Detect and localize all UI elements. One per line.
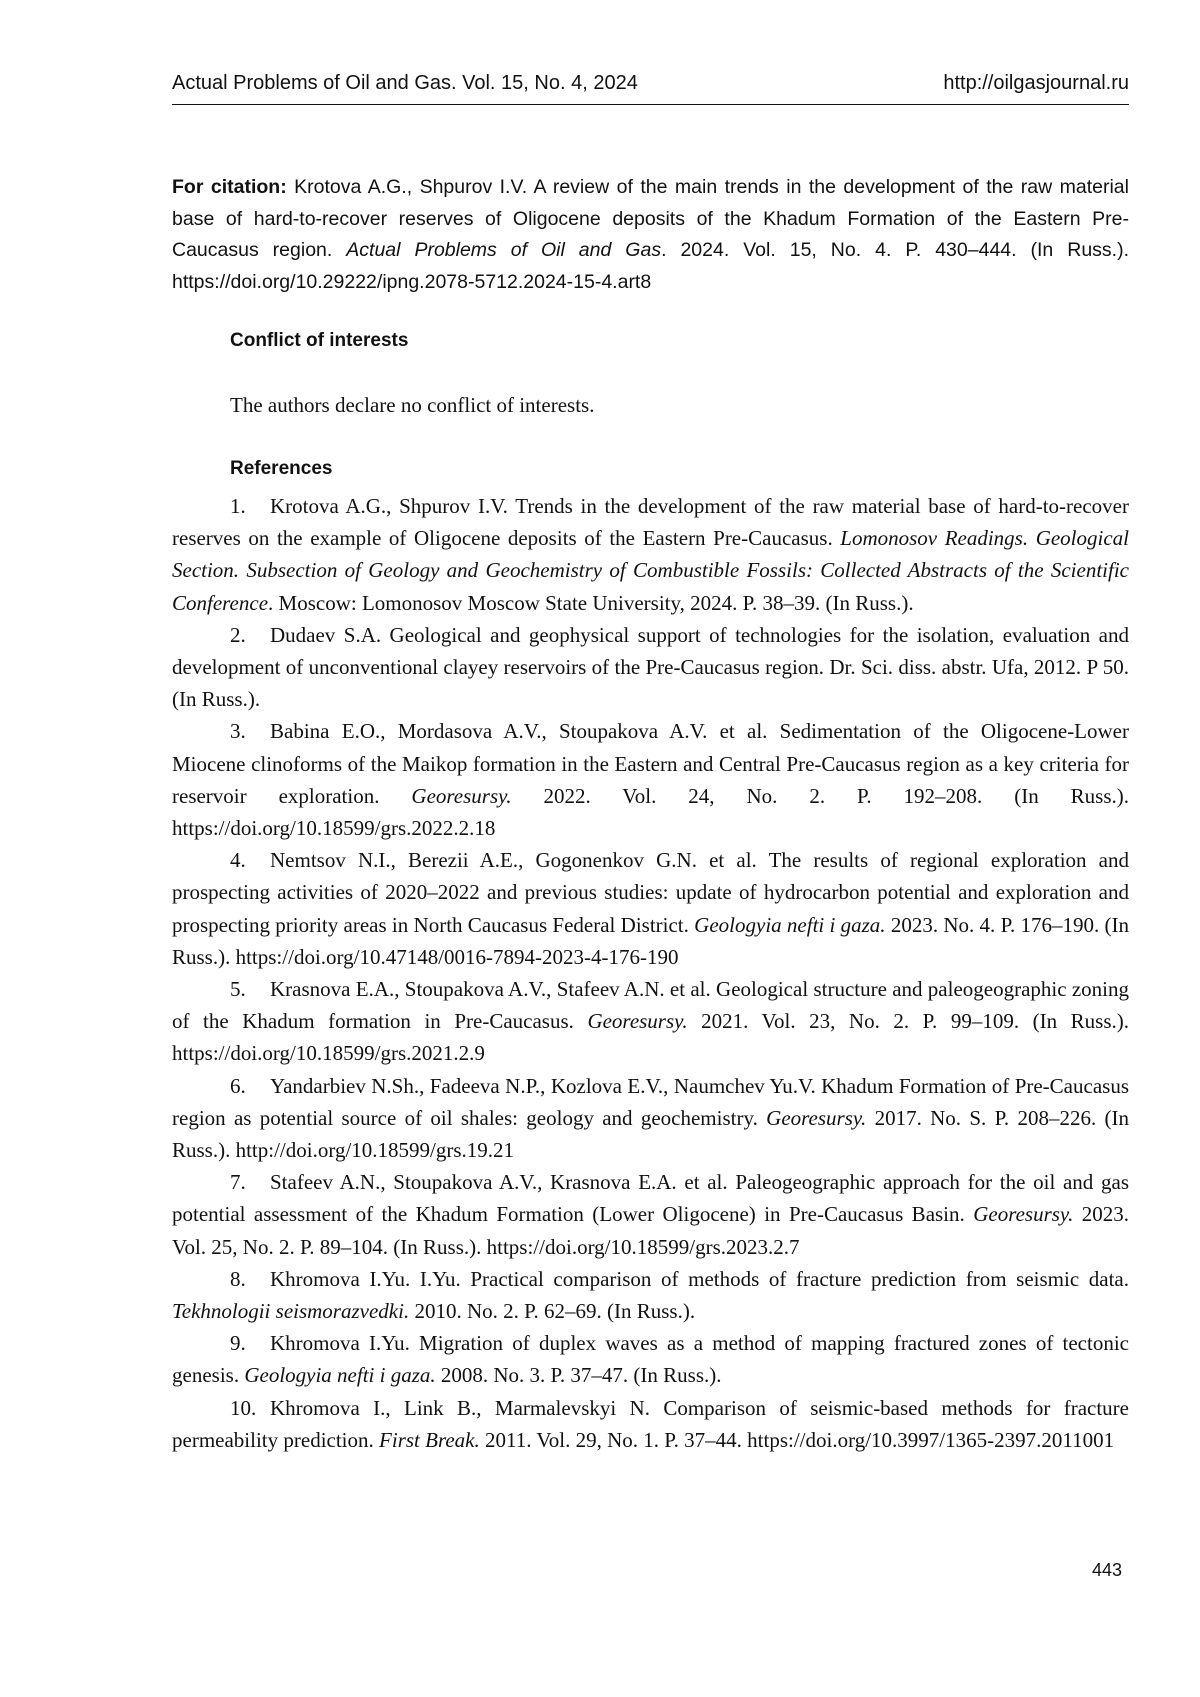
reference-number: 6. [230, 1073, 246, 1098]
citation-text: Krotova A.G., Shpurov I.V. A review of the main trends in the development of the raw material base of hard-to-recover reserves of Oligocene deposits of the Khadum Formation of the Eastern Pre-Caucasus region. [172, 176, 1129, 261]
reference-text: Yandarbiev N.Sh., Fadeeva N.P., Kozlova E.V., Naumchev Yu.V. Khadum Formation of Pre-Caucasus region as potential source of oil shales: geology and geochemistry. [172, 1073, 1129, 1130]
reference-source: Geologyia nefti i gaza. [244, 1363, 436, 1388]
reference-details: 2010. No. 2. P. 62–69. (In Russ.). [409, 1299, 696, 1324]
citation-journal: Actual Problems of Oil and Gas [346, 239, 662, 261]
reference-source: Lomonosov Readings. Geological Section. Subsection of Geology and Geochemistry of Combustible Fossils: Collected Abstracts of the Scientific Conference [172, 526, 1129, 615]
reference-details: 2017. No. S. P. 208–226. (In Russ.). http://doi.org/10.18599/grs.19.21 [172, 1105, 1129, 1163]
reference-number: 1. [230, 494, 246, 518]
reference-source: Geologyia nefti i gaza. [694, 912, 886, 937]
running-header [172, 72, 1129, 105]
reference-item [172, 1392, 1129, 1456]
reference-details: 2023. Vol. 25, No. 2. P. 89–104. (In Russ.). https://doi.org/10.18599/grs.2023.2.7 [172, 1202, 1130, 1259]
reference-item [172, 1327, 1129, 1391]
reference-number: 4. [230, 848, 246, 873]
reference-text: Krasnova E.A., Stoupakova A.V., Stafeev A.N. et al. Geological structure and paleogeographic zoning of the Khadum formation in Pre-Caucasus. [172, 977, 1129, 1034]
reference-text: Khromova I.Yu. Migration of duplex waves as a method of mapping fractured zones of tectonic genesis. [172, 1331, 1129, 1388]
reference-number: 7. [230, 1170, 246, 1195]
reference-source: Tekhnologii seismorazvedki. [172, 1299, 410, 1324]
citation-label: For citation: [172, 176, 287, 198]
reference-text: Dudaev S.A. Geological and geophysical support of technologies for the isolation, evaluation and development of unconventional clayey reservoirs of the Pre-Caucasus region. Dr. Sci. diss. abstr. Ufa, 2012. P 50. (In Russ.). [172, 622, 1129, 712]
reference-source: Georesursy. [587, 1009, 688, 1034]
references-heading: References [230, 458, 333, 479]
reference-details: 2022. Vol. 24, No. 2. P. 192–208. (In Russ.). https://doi.org/10.18599/grs.2022.2.18 [172, 783, 1129, 841]
reference-number: 10. [230, 1395, 257, 1420]
reference-number: 5. [230, 977, 246, 1002]
references-list [172, 490, 1129, 1456]
reference-details: 2011. Vol. 29, No. 1. P. 37–44. https://doi.org/10.3997/1365-2397.2011001 [479, 1427, 1115, 1452]
reference-details: . Moscow: Lomonosov Moscow State University, 2024. P. 38–39. (In Russ.). [268, 590, 914, 615]
reference-text: Babina E.O., Mordasova A.V., Stoupakova A.V. et al. Sedimentation of the Oligocene-Lower Miocene clinoforms of the Maikop formation in the Eastern and Central Pre-Caucasus region as a key criteria for reservoir exploration. [172, 719, 1129, 808]
conflict-heading: Conflict of interests [230, 330, 409, 351]
reference-item [172, 715, 1129, 844]
reference-item [172, 973, 1129, 1070]
reference-item [172, 1070, 1129, 1167]
reference-text: Khromova I.Yu. I.Yu. Practical comparison of methods of fracture prediction from seismic data. [270, 1266, 1129, 1291]
reference-source: Georesursy. [973, 1202, 1074, 1227]
citation-details: . 2024. Vol. 15, No. 4. P. 430–444. (In Russ.). https://doi.org/10.29222/ipng.2078-5712.2024-15-4.art8 [172, 239, 1129, 293]
journal-url[interactable]: http://oilgasjournal.ru [943, 72, 1129, 94]
reference-item [172, 1166, 1129, 1263]
reference-text: Stafeev A.N., Stoupakova A.V., Krasnova E.A. et al. Paleogeographic approach for the oil and gas potential assessment of the Khadum Formation (Lower Oligocene) in Pre-Caucasus Basin. [172, 1170, 1129, 1227]
reference-number: 8. [230, 1266, 246, 1291]
reference-source: Georesursy. [766, 1105, 867, 1130]
reference-number: 9. [230, 1331, 246, 1356]
reference-source: First Break. [379, 1427, 480, 1452]
reference-source: Georesursy. [411, 783, 512, 808]
page-number: 443 [1092, 1560, 1123, 1580]
reference-item [172, 1263, 1129, 1327]
reference-details: 2023. No. 4. P. 176–190. (In Russ.). https://doi.org/10.47148/0016-7894-2023-4-176-190 [172, 912, 1129, 969]
reference-item [172, 490, 1129, 619]
reference-details: 2008. No. 3. P. 37–47. (In Russ.). [435, 1363, 722, 1388]
reference-text: Nemtsov N.I., Berezii A.E., Gogonenkov G.N. et al. The results of regional exploration and prospecting activities of 2020–2022 and previous studies: update of hydrocarbon potential and exploration and prospecting priority areas in North Caucasus Federal District. [172, 848, 1129, 937]
reference-number: 3. [230, 719, 246, 744]
reference-item [172, 844, 1129, 973]
conflict-text: The authors declare no conflict of interests. [230, 393, 595, 417]
journal-title: Actual Problems of Oil and Gas. Vol. 15, No. 4, 2024 [172, 72, 638, 94]
reference-text: Khromova I., Link B., Marmalevskyi N. Comparison of seismic-based methods for fracture permeability prediction. [172, 1395, 1129, 1452]
reference-number: 2. [230, 622, 246, 647]
citation-block [172, 172, 1129, 298]
reference-text: Krotova A.G., Shpurov I.V. Trends in the development of the raw material base of hard-to-recover reserves on the example of Oligocene deposits of the Eastern Pre-Caucasus. [172, 494, 1129, 551]
reference-details: 2021. Vol. 23, No. 2. P. 99–109. (In Russ.). https://doi.org/10.18599/grs.2021.2.9 [172, 1009, 1129, 1066]
reference-item [172, 619, 1129, 716]
